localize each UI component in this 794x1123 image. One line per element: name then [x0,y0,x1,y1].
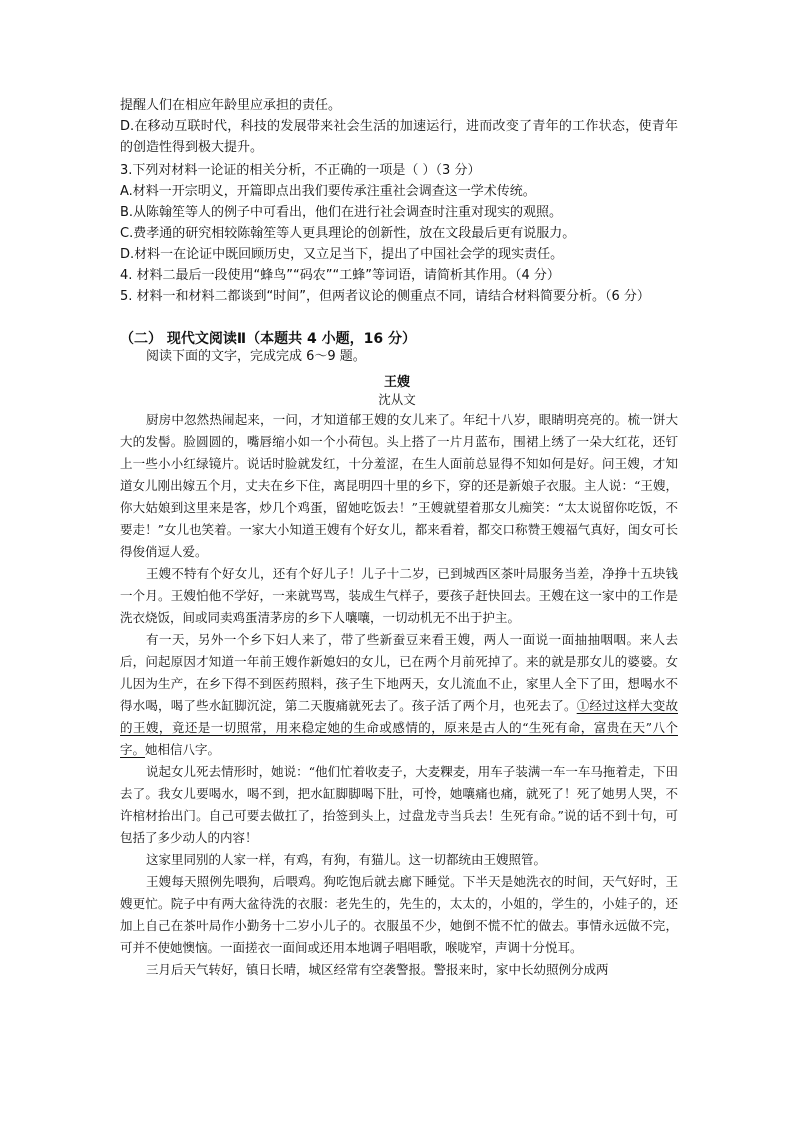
story-paragraph-1: 厨房中忽然热闹起来，一问，才知道郁王嫂的女儿来了。年纪十八岁，眼睛明亮亮的。梳一饼大大的发髻。脸圆圆的，嘴唇缩小如一个小荷包。头上搭了一片月蓝布，围裙上绣了一朵大红花，还钉上一些小小红绿镜片。说话时脸就发红，十分羞涩，在生人面前总显得不知如何是好。问王嫂，才知道女儿刚出嫁五个月，丈夫在乡下住，离昆明四十里的乡下，穿的还是新娘子衣服。主人说：“王嫂，你大姑娘到这里来是客，炒几个鸡蛋，留她吃饭去！”王嫂就望着那女儿痴笑：“太太说留你吃饭，不要走！”女儿也笑着。一家大小知道王嫂有个好女儿，都来看着，都交口称赞王嫂福气真好，闺女可长得俊俏逗人爱。 [120,412,678,559]
story-title: 王嫂 [383,375,410,390]
story-paragraph-7: 三月后天气转好，镇日长晴，城区经常有空袭警报。警报来时，家中长幼照例分成两 [146,962,609,977]
option-d: D.在移动互联时代，科技的发展带来社会生活的加速运行，进而改变了青年的工作状态，使青年的创造性得到极大提升。 [120,119,678,155]
story-author: 沈从文 [378,392,416,407]
section-heading: （二） 现代文阅读Ⅱ（本题共 4 小题，16 分） [120,331,416,347]
question-3-option-b: B.从陈翰笙等人的例子中可看出，他们在进行社会调查时注重对现实的观照。 [120,205,563,220]
question-3-option-a: A.材料一开宗明义，开篇即点出我们要传承注重社会调查这一学术传统。 [120,184,536,199]
option-c-tail: 提醒人们在相应年龄里应承担的责任。 [120,98,342,113]
story-paragraph-5: 这家里同别的人家一样，有鸡，有狗，有猫儿。这一切都统由王嫂照管。 [146,852,547,867]
underlined-sentence-1: ①经过这样大变故的王嫂，竟还是一切照常，用来稳定她的生命或感情的，原来是古人的“生死有命，富贵在天”八个字。 [120,698,678,757]
story-paragraph-3 [120,629,678,761]
story-paragraph-4: 说起女儿死去情形时，她说：“他们忙着收麦子，大麦粿麦，用车子装满一车一车马拖着走，下田去了。我女儿要喝水，喝不到，把水缸脚脚喝下肚，可怜，她嚷痛也痛，就死了！死了她男人哭，不许棺材抬出门。自己可要去做扛了，抬签到头上，过盘龙寺当兵去！生死有命。”说的话不到十句，可包括了多少动人的内容！ [120,764,678,845]
story-paragraph-6: 王嫂每天照例先喂狗，后喂鸡。狗吃饱后就去廊下睡觉。下半天是她洗衣的时间，天气好时，王嫂更忙。院子中有两大盆待洗的衣服：老先生的，先生的，太太的，小姐的，学生的，小娃子的，还加上自己在茶叶局作小勤务十二岁小儿子的。衣服虽不少，她倒不慌不忙的做去。事情永远做不完，可并不使她懊恼。一面搓衣一面间或还用本地调子唱唱歌，喉咙窄，声调十分悦耳。 [120,874,678,955]
story-paragraph-2: 王嫂不特有个好女儿，还有个好儿子！儿子十二岁，已到城西区茶叶局服务当差，净挣十五块钱一个月。王嫂怕他不学好，一来就骂骂，装成生气样子，要孩子赶快回去。王嫂在这一家中的工作是洗衣烧饭，间或同卖鸡蛋清茅房的乡下人嚷嚷，一切动机无不出于护主。 [120,566,678,625]
reading-instruction: 阅读下面的文字，完成完成 6～9 题。 [146,349,366,364]
question-3-option-c: C.费孝通的研究相较陈翰笙等人更具理论的创新性，放在文段最后更有说服力。 [120,226,576,241]
question-4: 4. 材料二最后一段使用“蜂鸟”“码农”“工蜂”等词语，请简析其作用。（4 分） [120,268,560,283]
question-3-option-d: D.材料一在论证中既回顾历史，又立足当下，提出了中国社会学的现实责任。 [120,247,564,262]
story-paragraph-3-part-a: 有一天，另外一个乡下妇人来了，带了些新蚕豆来看王嫂，两人一面说一面抽抽咽咽。来人去后，问起原因才知道一年前王嫂作新媳妇的女儿，已在两个月前死掉了。来的就是那女儿的婆婆。女儿因为生产，在乡下得不到医药照料，孩子生下地两天，女儿流血不止，家里人全下了田，想喝水不得水喝，喝了些水缸脚沉淀，第二天腹痛就死去了。孩子活了两个月，也死去了。 [120,632,678,713]
question-3-stem: 3.下列对材料一论证的相关分析，不正确的一项是（ ）（3 分） [120,163,481,178]
story-paragraph-3-part-c: 她相信八字。 [145,742,221,757]
story-body [120,409,678,981]
question-5: 5. 材料一和材料二都谈到“时间”，但两者议论的侧重点不同，请结合材料简要分析。（6 分） [120,289,650,304]
